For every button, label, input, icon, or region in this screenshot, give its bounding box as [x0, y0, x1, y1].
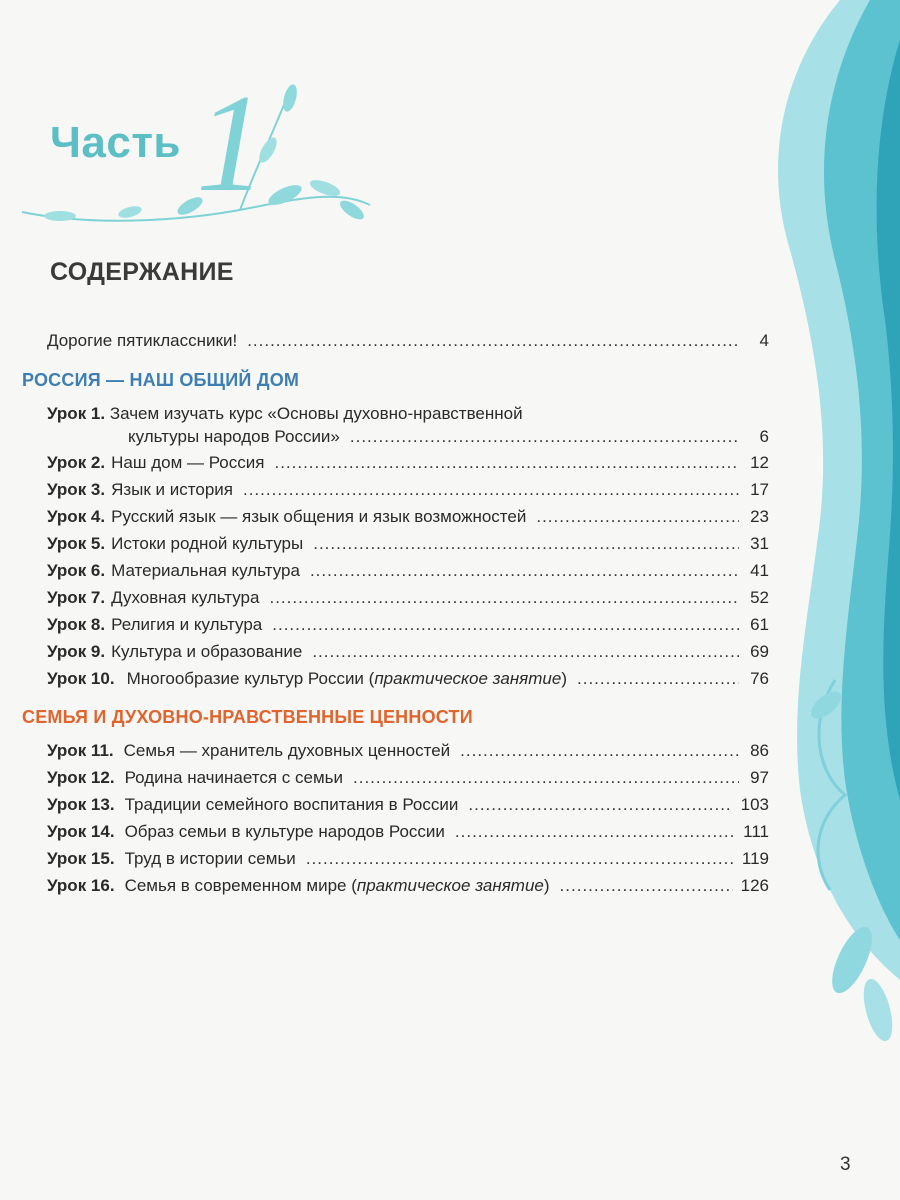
toc-entry-page: 126 — [740, 876, 769, 895]
toc-entry-page: 76 — [750, 669, 769, 688]
lesson-label: Урок 9. — [47, 642, 106, 661]
lesson-label: Урок 13. — [47, 795, 115, 814]
toc-entry-lesson-1-line2[interactable] — [128, 426, 769, 448]
lesson-title: Культура и образование — [111, 642, 303, 661]
toc-entry-intro[interactable] — [47, 330, 769, 352]
lesson-label: Урок 6. — [47, 561, 106, 580]
lesson-title: Труд в истории семьи — [124, 849, 296, 868]
lesson-label: Урок 15. — [47, 849, 115, 868]
toc-entry-page: 23 — [750, 507, 769, 526]
toc-entry-lesson-1-line1[interactable] — [47, 403, 523, 425]
dot-leader — [350, 426, 739, 448]
lesson-title: Традиции семейного воспитания в России — [124, 795, 459, 814]
toc-entry-lesson-10[interactable] — [47, 668, 769, 690]
toc-entry-lesson-15[interactable] — [47, 848, 769, 870]
lesson-title: Духовная культура — [111, 588, 260, 607]
lesson-title: Многообразие культур России (практическое занятие) — [126, 669, 567, 688]
lesson-label: Урок 8. — [47, 615, 106, 634]
page-number: 3 — [840, 1154, 851, 1175]
toc-entry-lesson-11[interactable] — [47, 740, 769, 762]
dot-leader — [247, 330, 739, 352]
toc-entry-page: 69 — [750, 642, 769, 661]
lesson-title: Родина начинается с семьи — [124, 768, 344, 787]
section-heading-family: СЕМЬЯ И ДУХОВНО-НРАВСТВЕННЫЕ ЦЕННОСТИ — [22, 707, 473, 727]
toc-entry-lesson-14[interactable] — [47, 821, 769, 843]
lesson-label: Урок 3. — [47, 480, 106, 499]
toc-entry-lesson-13[interactable] — [47, 794, 769, 816]
toc-entry-page: 41 — [750, 561, 769, 580]
lesson-label: Урок 5. — [47, 534, 106, 553]
toc-entry-lesson-4[interactable] — [47, 506, 769, 528]
toc-entry-page: 17 — [750, 480, 769, 499]
dot-leader — [269, 587, 739, 609]
toc-entry-page: 12 — [750, 453, 769, 472]
dot-leader — [312, 641, 739, 663]
lesson-title: Религия и культура — [111, 615, 263, 634]
lesson-title: Зачем изучать курс «Основы духовно-нравственной — [109, 404, 523, 423]
lesson-label: Урок 2. — [47, 453, 106, 472]
lesson-title: Истоки родной культуры — [111, 534, 304, 553]
dot-leader — [310, 560, 739, 582]
toc-entry-lesson-6[interactable] — [47, 560, 769, 582]
lesson-label: Урок 1. — [47, 404, 106, 423]
dot-leader — [243, 479, 739, 501]
toc-entry-page: 86 — [750, 741, 769, 760]
toc-entry-page: 111 — [743, 822, 769, 841]
lesson-title: Материальная культура — [111, 561, 300, 580]
toc-entry-lesson-8[interactable] — [47, 614, 769, 636]
lesson-label: Урок 14. — [47, 822, 115, 841]
toc-entry-page: 97 — [750, 768, 769, 787]
dot-leader — [460, 740, 739, 762]
dot-leader — [560, 875, 733, 897]
toc-entry-lesson-2[interactable] — [47, 452, 769, 474]
toc-entry-lesson-3[interactable] — [47, 479, 769, 501]
toc-entry-lesson-5[interactable] — [47, 533, 769, 555]
lesson-title: Образ семьи в культуре народов России — [124, 822, 445, 841]
toc-entry-page: 31 — [750, 534, 769, 553]
lesson-label: Урок 12. — [47, 768, 115, 787]
lesson-title: Язык и история — [111, 480, 233, 499]
toc-entry-title: Дорогие пятиклассники! — [47, 331, 238, 350]
dot-leader — [353, 767, 739, 789]
lesson-title: Семья в современном мире (практическое занятие) — [124, 876, 550, 895]
section-heading-russia: РОССИЯ — НАШ ОБЩИЙ ДОМ — [22, 370, 300, 390]
toc-entry-page: 6 — [759, 427, 769, 446]
dot-leader — [468, 794, 732, 816]
dot-leader — [313, 533, 739, 555]
toc-entry-lesson-12[interactable] — [47, 767, 769, 789]
toc-entry-lesson-9[interactable] — [47, 641, 769, 663]
toc-entry-page: 4 — [759, 331, 769, 350]
teal-swirl-decoration — [778, 0, 900, 1044]
toc-entry-page: 61 — [750, 615, 769, 634]
lesson-label: Урок 7. — [47, 588, 106, 607]
toc-heading: СОДЕРЖАНИЕ — [50, 258, 234, 286]
lesson-label: Урок 16. — [47, 876, 115, 895]
lesson-title: Семья — хранитель духовных ценностей — [123, 741, 451, 760]
dot-leader — [455, 821, 735, 843]
toc-entry-page: 52 — [750, 588, 769, 607]
lesson-title: Наш дом — Россия — [111, 453, 265, 472]
lesson-label: Урок 10. — [47, 669, 115, 688]
part-number: 1 — [196, 66, 266, 221]
dot-leader — [274, 452, 739, 474]
dot-leader — [272, 614, 739, 636]
toc-entry-lesson-16[interactable] — [47, 875, 769, 897]
dot-leader — [536, 506, 739, 528]
lesson-title: культуры народов России» — [128, 427, 340, 446]
toc-entry-page: 119 — [741, 849, 769, 868]
lesson-label: Урок 11. — [47, 741, 114, 760]
toc-entry-page: 103 — [740, 795, 769, 814]
lesson-title: Русский язык — язык общения и язык возможностей — [111, 507, 527, 526]
part-label: Часть — [50, 118, 181, 167]
lesson-label: Урок 4. — [47, 507, 106, 526]
dot-leader — [306, 848, 734, 870]
dot-leader — [577, 668, 739, 690]
toc-entry-lesson-7[interactable] — [47, 587, 769, 609]
